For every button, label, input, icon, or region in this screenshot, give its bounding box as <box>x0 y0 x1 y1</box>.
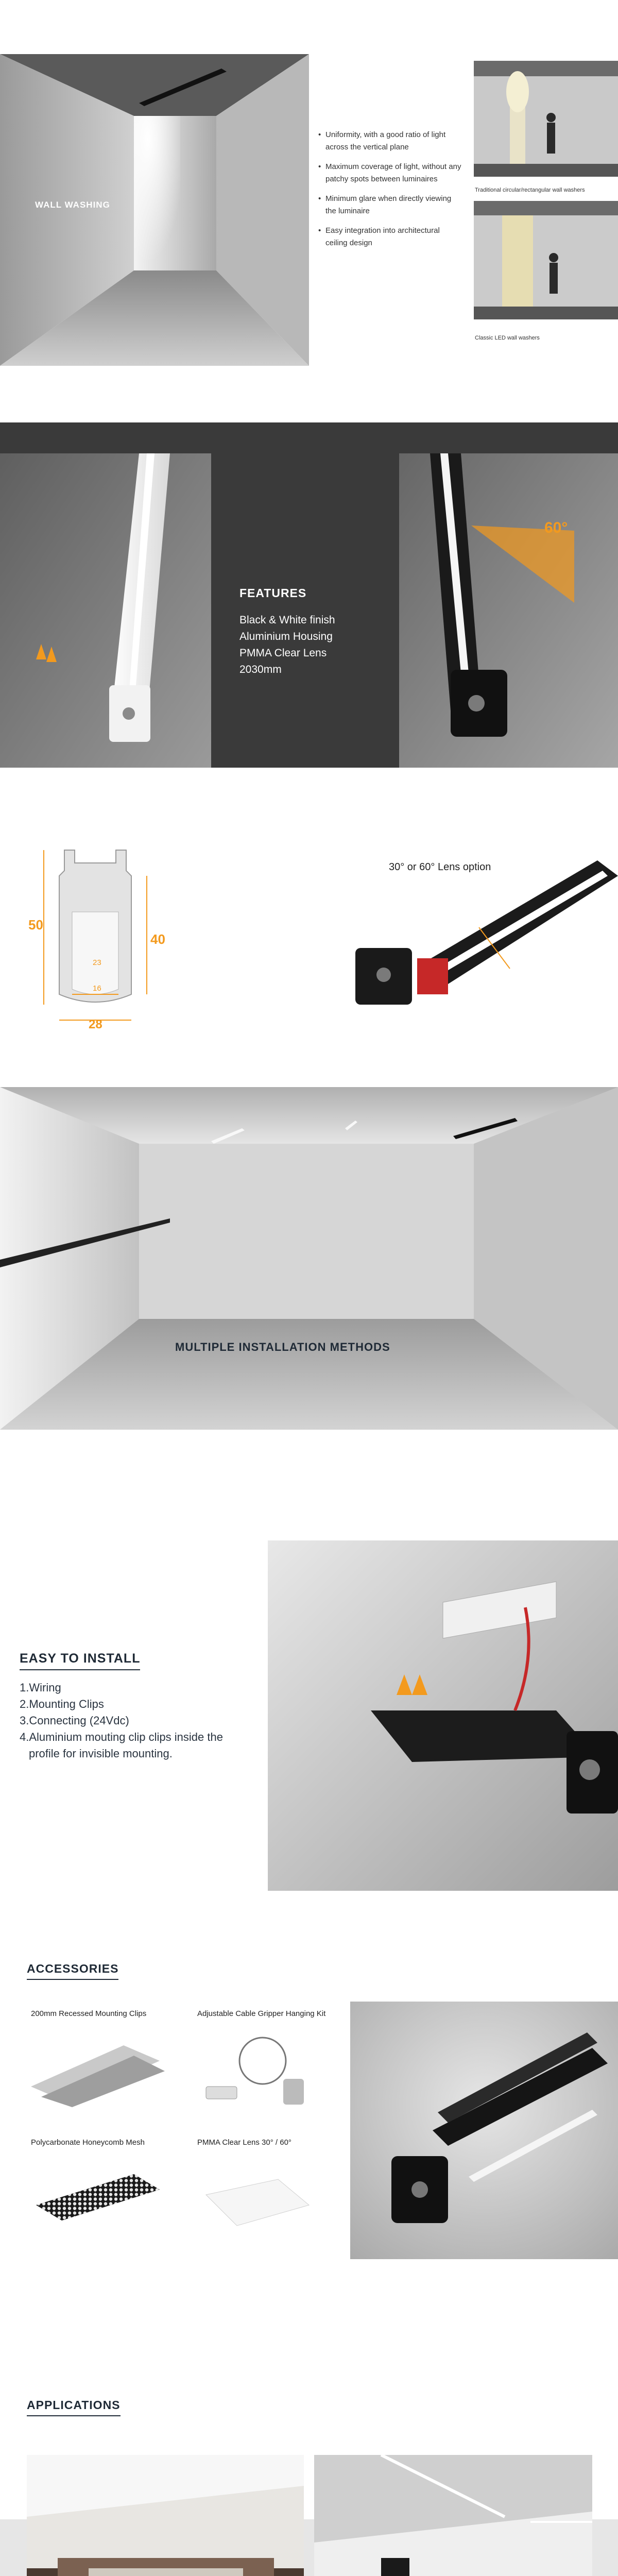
step-2: 2.Mounting Clips <box>20 1698 104 1710</box>
feature-line-3: PMMA Clear Lens <box>239 647 327 659</box>
feature-line-2: Aluminium Housing <box>239 631 333 642</box>
dimensions-section <box>0 824 618 1030</box>
applications-section <box>0 2349 618 2576</box>
easy-install-steps <box>20 1680 256 1762</box>
beam-angle-label: 60° <box>544 519 568 536</box>
features-list <box>239 612 335 678</box>
accessory-label-2: Adjustable Cable Gripper Hanging Kit <box>197 2009 326 2018</box>
lens-option-label: 30° or 60° Lens option <box>389 861 491 873</box>
profile-white-image <box>0 453 211 768</box>
step-3: 3.Connecting (24Vdc) <box>20 1714 129 1727</box>
accessories-title-text: ACCESSORIES <box>27 1962 119 1975</box>
top-width-label: 23 <box>93 958 101 967</box>
hanging-kit-image <box>196 2030 330 2107</box>
wall-washing-title: WALL WASHING <box>35 200 110 210</box>
bullet-4: • Easy integration into architectural ceiling design <box>318 225 462 249</box>
caption-traditional: Traditional circular/rectangular wall washers <box>475 187 585 193</box>
easy-install-underline <box>20 1669 140 1670</box>
application-photo-lobby <box>27 2455 304 2576</box>
accessory-label-1: 200mm Recessed Mounting Clips <box>31 2009 147 2018</box>
features-section <box>0 422 618 814</box>
easy-install-image <box>268 1540 618 1891</box>
feature-line-1: Black & White finish <box>239 614 335 626</box>
honeycomb-mesh-image <box>31 2169 165 2226</box>
bullet-1: • Uniformity, with a good ratio of light across the vertical plane <box>318 129 462 154</box>
caption-linear: Classic LED wall washers <box>475 335 540 341</box>
inner-width-label: 16 <box>93 984 101 993</box>
bullet-2: • Maximum coverage of light, without any patchy spots between luminaires <box>318 161 462 185</box>
feature-line-4: 2030mm <box>239 664 282 675</box>
easy-install-title <box>20 1651 140 1666</box>
accessories-section <box>0 1942 618 2298</box>
applications-title <box>27 2398 121 2412</box>
cross-section-drawing <box>28 840 193 1030</box>
clear-lens-image <box>201 2174 314 2231</box>
linear-wall-washer-image <box>474 201 618 319</box>
installation-title-text: MULTIPLE INSTALLATION METHODS <box>175 1341 390 1353</box>
wall-washing-section <box>0 0 618 371</box>
installation-section <box>0 1087 618 1430</box>
installation-title <box>175 1341 390 1354</box>
applications-title-text: APPLICATIONS <box>27 2398 121 2412</box>
accessories-underline <box>27 1979 118 1980</box>
profile-black-image <box>399 453 618 768</box>
accessory-label-4: PMMA Clear Lens 30° / 60° <box>197 2138 291 2147</box>
features-title: FEATURES <box>239 586 307 600</box>
step-4: 4.Aluminium mouting clip clips inside the <box>20 1731 223 1743</box>
accessories-title <box>27 1962 118 1976</box>
lens-option-product-image <box>355 840 618 1020</box>
features-top-band <box>0 422 618 453</box>
accessory-label-3: Polycarbonate Honeycomb Mesh <box>31 2138 145 2147</box>
applications-underline <box>27 2415 121 2416</box>
traditional-wall-washer-image <box>474 61 618 177</box>
inner-height-label: 40 <box>150 931 165 947</box>
easy-install-title-text: EASY TO INSTALL <box>20 1651 141 1666</box>
easy-install-section <box>0 1540 618 1891</box>
accessories-product-image <box>350 2002 618 2259</box>
step-1: 1.Wiring <box>20 1681 61 1694</box>
step-4-cont: profile for invisible mounting. <box>29 1747 173 1760</box>
adjust-arrows-icon <box>31 639 62 665</box>
bullet-3: • Minimum glare when directly viewing the luminaire <box>318 193 462 217</box>
application-photo-ceiling <box>314 2455 592 2576</box>
mounting-clips-image <box>21 2040 170 2107</box>
wall-washing-bullets <box>318 129 462 257</box>
height-label: 50 <box>28 917 43 933</box>
bottom-width-label: 28 <box>89 1018 102 1030</box>
